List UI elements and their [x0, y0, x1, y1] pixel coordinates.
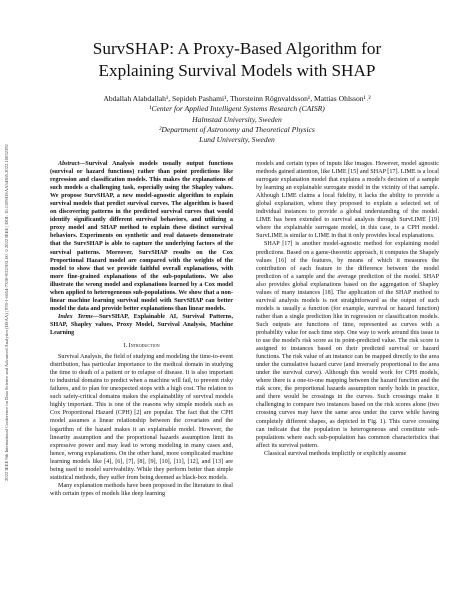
- body-paragraph: SHAP [17] is another model-agnostic method for explaining model predictions. Based on a game-theoretic approach, it computes the Shapely values [16] of the features, by means of which it measures the contribution of each feature to the difference between the model prediction of a sample and the average prediction of the model. SHAP also provides global explanations based on the aggregation of Shapley values of many instances [18]. The application of the SHAP method to survival analysis models is not straightforward as the output of such models is usually a function (for example, survival or hazard function) rather than a single prediction like in regression or classification models. Such outputs are functions of time, represented as curves with a probability value for each time step. One way to work around this issue is to use the model's risk score as its point-predicted value. The risk score is assigned to instances based on their predicted survival or hazard functions. The risk value of an instance can be mapped directly to the area under the cumulative hazard curve (and inversely proportional to the area under the survival curve). Although this would work for CPH models, where there is a one-to-one mapping between the hazard function and the risk score, the proportional hazards assumption rarely holds in practice, and there would be crossings in the curves. Such crossings make it challenging to compare two instances based on the risk scores alone (two crossing curves may have the same area under the curve while having completely different shapes, as depicted in Fig. 1). This curve crossing can indicate that the population is heterogeneous and constitute sub-populations where each sub-population has common characteristics that affect its survival pattern.: [256, 241, 439, 449]
- abstract-text: Survival Analysis models usually output functions (survival or hazard functions) rather than point predictions like regression and classification models. This makes the explanations of such models a challenging task, especially using the Shapley values. We propose SurvSHAP, a new model-agnostic algorithm to explain survival models that predict survival curves. The algorithm is based on discovering patterns in the predicted survival curves that would identify significantly different survival behaviors, and utilizing a proxy model and SHAP method to explain these distinct survival behaviors. Experiments on synthetic and real datasets demonstrate that the SurvSHAP is able to capture the underlying factors of the survival patterns. Moreover, SurvSHAP results on the Cox Proportional Hazard model are compared with the weights of the model to show that we provide faithful overall explanations, with more fine-grained explanations of the sub-populations. We also illustrate the wrong model and explanations learned by a Cox model when applied to heterogeneous sub-populations. We show that a non-linear machine learning survival model with SurvSHAP can better model the data and provide better explanations than linear models.: [50, 161, 233, 312]
- body-paragraph: Classical survival methods implicitly or explicitly assume: [264, 450, 407, 457]
- body-paragraph: Many explanation methods have been proposed in the literature to deal with certain types of models like deep learning: [50, 482, 233, 497]
- body-paragraph: models and certain types of inputs like images. However, model agnostic methods gained attention, like LIME [15] and SHAP [17]. LIME is a local surrogate explanation model that explains a model's decision of a sample by learning an explainable surrogate model in the vicinity of that sample. Although LIME claims a local fidelity, it lacks the ability to provide a global explanation, where they proposed to explain a selected set of individual instances to provide a global understanding of the model. LIME has been extended to survival analysis through SurvLIME [19] where the explainable surrogate model, in this case, is a CPH model. SurvLIME is similar to LIME in that it only provides local explanations.: [256, 161, 439, 240]
- index-terms-lead: Index Terms: [58, 313, 93, 320]
- abstract-lead: Abstract—: [58, 161, 86, 167]
- left-column: [50, 160, 233, 498]
- ieee-sidebar-citation: 2022 IEEE 9th International Conference on Data Science and Advanced Analytics (DSAA) | 978-1-6654-7330-9/22/$31.00 ©2022 IEEE | DOI: 10.1109/DSAA54385.2022.10032392: [4, 144, 9, 481]
- index-terms: [50, 313, 233, 337]
- right-column: [256, 160, 439, 458]
- affiliation-2-line-1: ²Department of Astronomy and Theoretical Physics: [159, 124, 315, 134]
- title-line-1: SurvSHAP: A Proxy-Based Algorithm for: [92, 39, 382, 58]
- affiliation-2-line-2: Lund University, Sweden: [199, 135, 275, 145]
- author-block: [40, 94, 434, 145]
- body-paragraph: Survival Analysis, the field of studying and modeling the time-to-event distribution, has particular importance to the medical domain in studying the time to death of a patient or to relapse of disease. It is also important to industrial domains to predict when a machine will fail, to prevent risky failures, and to plan for unexpected stops with a high cost. The relation to such safety-critical domains makes the explainability of survival models highly important. This is one of the reasons why simple models such as Cox Proportional Hazard (CPH) [2] are popular. The fact that the CPH model assumes a linear relationship between the covariates and the logarithm of the hazard makes it an explainable model. However, the linearity assumption and the proportional hazards assumption limit its expressive power and may lead to wrong modeling in many cases and, hence, wrong explanations. On the other hand, more complicated machine learning models like [4], [6], [7], [8], [9], [10], [11], [12], and [13] are being used to model survivability. While they perform better than simple statistical methods, they suffer from being deemed as black-box models.: [50, 354, 233, 481]
- title-line-2: Explaining Survival Models with SHAP: [98, 61, 376, 80]
- paper-title: [40, 38, 434, 82]
- affiliation-1-line-1: ¹Center for Applied Intelligent Systems Research (CAISR): [149, 104, 325, 114]
- index-terms-text: —SurvSHAP, Explainable AI, Survival Patterns, SHAP, Shapley values, Proxy Model, Survival Analysis, Machine Learning: [50, 313, 233, 336]
- affiliation-1-line-2: Halmstad University, Sweden: [192, 114, 282, 124]
- abstract: [50, 160, 233, 313]
- author-names: Abdallah Alabdallah¹, Sepideh Pashami¹, Thorsteinn Rögnvaldsson¹, Mattias Ohlsson¹˒²: [103, 94, 371, 103]
- section-heading-introduction: I. Introduction: [123, 342, 160, 350]
